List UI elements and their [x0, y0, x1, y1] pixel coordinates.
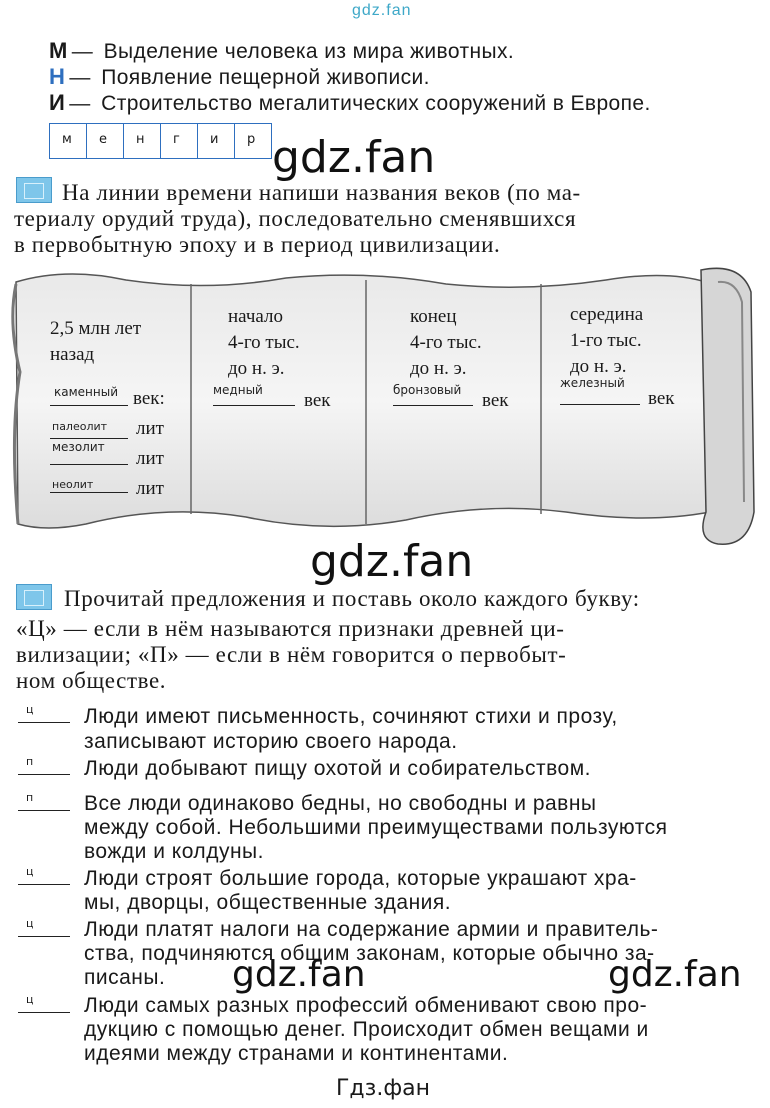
- statement-line: вожди и колдуны.: [84, 840, 264, 863]
- period-label: конец: [410, 306, 457, 327]
- handwritten-answer: мезолит: [52, 440, 105, 454]
- grid-cell[interactable]: [235, 124, 271, 158]
- answer-blank[interactable]: [18, 755, 70, 775]
- task-icon: [16, 177, 52, 203]
- age-answer-field[interactable]: [213, 383, 295, 406]
- handwritten-answer: неолит: [52, 478, 94, 491]
- watermark-top: gdz.fan: [352, 2, 412, 19]
- handwritten-mark: ц: [26, 917, 34, 930]
- age-word: век: [648, 388, 675, 409]
- event-text: Строительство мегалитических сооружений в Европе.: [101, 92, 651, 115]
- handwritten-answer: бронзовый: [393, 383, 462, 397]
- statement-line: между собой. Небольшими преимуществами пользуются: [84, 816, 668, 839]
- event-text: Выделение человека из мира животных.: [103, 40, 515, 63]
- answer-blank[interactable]: [18, 917, 70, 937]
- event-dash: —: [71, 40, 94, 63]
- period-label: 4-го тыс.: [410, 332, 482, 353]
- event-m: [49, 38, 514, 64]
- statement-line: Люди добывают пищу охотой и собирательством.: [84, 757, 591, 780]
- event-letter: Н: [49, 64, 65, 89]
- grid-letter: и: [210, 132, 219, 147]
- statement-line: Люди имеют письменность, сочиняют стихи и прозу,: [84, 705, 618, 728]
- handwritten-mark: ц: [26, 865, 34, 878]
- statement-line: ства, подчиняются общим законам, которые обычно за-: [84, 942, 655, 965]
- task1-line: в первобытную эпоху и в период цивилизации.: [14, 232, 501, 257]
- task1-line: териалу орудий труда), последовательно сменявшихся: [14, 206, 577, 231]
- subperiod-answer-field[interactable]: [50, 478, 128, 493]
- period-label: до н. э.: [570, 356, 627, 377]
- handwritten-answer: медный: [213, 383, 263, 397]
- grid-cell[interactable]: [87, 124, 124, 158]
- handwritten-mark: ц: [26, 993, 34, 1006]
- answer-grid: [49, 123, 272, 159]
- grid-cell[interactable]: [198, 124, 235, 158]
- task2-line: «Ц» — если в нём называются признаки древней ци-: [16, 616, 565, 641]
- answer-blank[interactable]: [18, 993, 70, 1013]
- age-answer-field[interactable]: [393, 383, 473, 406]
- event-letter: И: [49, 90, 65, 115]
- suffix-label: лит: [136, 448, 164, 469]
- age-word: век:: [133, 388, 165, 409]
- answer-blank[interactable]: [18, 791, 70, 811]
- handwritten-mark: п: [26, 755, 34, 768]
- answer-blank[interactable]: [18, 703, 70, 723]
- handwritten-mark: п: [26, 791, 34, 804]
- event-i: [49, 90, 651, 116]
- watermark: gdz.fan: [608, 954, 742, 995]
- age-answer-field[interactable]: [50, 385, 128, 406]
- task-icon: [16, 584, 52, 610]
- grid-cell[interactable]: [161, 124, 198, 158]
- grid-letter: н: [136, 132, 145, 147]
- task2-line: Прочитай предложения и поставь около каждого букву:: [64, 586, 640, 611]
- handwritten-answer: каменный: [54, 385, 119, 399]
- grid-letter: г: [173, 132, 180, 147]
- watermark: gdz.fan: [232, 954, 366, 995]
- grid-letter: м: [62, 132, 72, 147]
- event-letter: М: [49, 38, 68, 63]
- statement-line: дукцию с помощью денег. Происходит обмен вещами и: [84, 1018, 649, 1041]
- age-word: век: [482, 390, 509, 411]
- watermark: gdz.fan: [272, 132, 436, 183]
- scroll-parchment: [6, 262, 766, 562]
- grid-letter: р: [247, 132, 256, 147]
- task1-line: На линии времени напиши названия веков (по ма-: [62, 180, 581, 205]
- grid-letter: е: [99, 132, 107, 147]
- event-n: [49, 64, 430, 90]
- statement-line: мы, дворцы, общественные здания.: [84, 891, 452, 914]
- suffix-label: лит: [136, 478, 164, 499]
- event-dash: —: [69, 92, 91, 115]
- handwritten-answer: железный: [560, 376, 625, 390]
- answer-blank[interactable]: [18, 865, 70, 885]
- task2-line: вилизации; «П» — если в нём говорится о первобыт-: [16, 642, 567, 667]
- period-label: до н. э.: [228, 358, 285, 379]
- watermark: gdz.fan: [310, 536, 474, 587]
- footer-watermark: Гдз.фан: [336, 1076, 430, 1101]
- grid-cell[interactable]: [124, 124, 161, 158]
- statement-line: записывают историю своего народа.: [84, 730, 458, 753]
- grid-cell[interactable]: [50, 124, 87, 158]
- subperiod-answer-field[interactable]: [50, 420, 128, 439]
- statement-line: Люди самых разных профессий обменивают свою про-: [84, 994, 648, 1017]
- period-label: середина: [570, 304, 644, 325]
- event-text: Появление пещерной живописи.: [101, 66, 430, 89]
- period-label: 4-го тыс.: [228, 332, 300, 353]
- period-label: 2,5 млн лет: [50, 318, 142, 339]
- statement-line: идеями между странами и континентами.: [84, 1042, 509, 1065]
- handwritten-answer: палеолит: [52, 420, 108, 433]
- period-label: до н. э.: [410, 358, 467, 379]
- period-label: 1-го тыс.: [570, 330, 642, 351]
- period-label: начало: [228, 306, 283, 327]
- statement-line: Люди строят большие города, которые украшают хра-: [84, 867, 637, 890]
- age-word: век: [304, 390, 331, 411]
- age-answer-field[interactable]: [560, 376, 640, 405]
- handwritten-mark: ц: [26, 703, 34, 716]
- statement-line: писаны.: [84, 966, 166, 989]
- suffix-label: лит: [136, 418, 164, 439]
- statement-line: Все люди одинаково бедны, но свободны и равны: [84, 792, 597, 815]
- period-label: назад: [50, 344, 95, 365]
- statement-line: Люди платят налоги на содержание армии и правитель-: [84, 918, 659, 941]
- task2-line: ном обществе.: [16, 668, 167, 693]
- event-dash: —: [69, 66, 91, 89]
- subperiod-answer-field[interactable]: [50, 440, 128, 465]
